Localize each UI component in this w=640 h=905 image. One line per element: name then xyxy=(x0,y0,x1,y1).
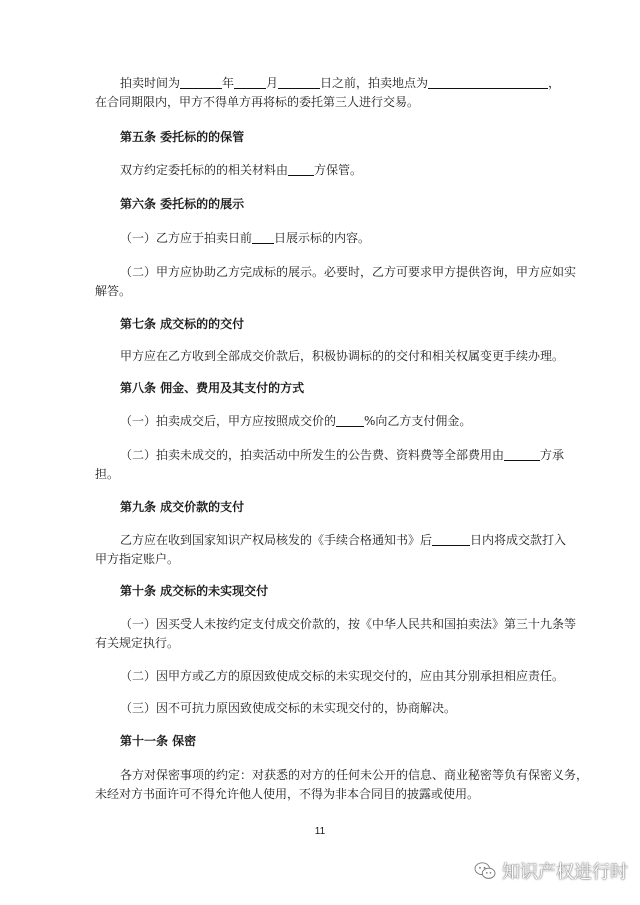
page-number: 11 xyxy=(314,826,326,837)
month-label: 月 xyxy=(266,76,279,90)
article-8-item-2-line-1 xyxy=(120,448,564,462)
year-label: 年 xyxy=(222,76,235,90)
blank-commission-rate xyxy=(336,414,364,427)
article-9-line-1 xyxy=(120,533,566,547)
article-7-body: 甲方应在乙方收到全部成交价款后，积极协调标的的交付和相关权属变更手续办理。 xyxy=(120,349,565,363)
article-10-heading: 第十条 成交标的未实现交付 xyxy=(120,584,269,598)
article-11-line-1: 各方对保密事项的约定：对获悉的对方的任何未公开的信息、商业秘密等负有保密义务， xyxy=(120,768,589,782)
article-10-item-2: （二）因甲方或乙方的原因致使成交标的未实现交付的，应由其分别承担相应责任。 xyxy=(120,669,565,683)
article-8-heading: 第八条 佣金、费用及其支付的方式 xyxy=(120,381,305,395)
article-11-line-2: 未经对方书面许可不得允许他人使用，不得为非本合同目的披露或使用。 xyxy=(95,787,480,801)
article-6-item-1-text-b: 日展示标的内容。 xyxy=(274,231,371,245)
article-5-text-a: 双方约定委托标的的相关材料由 xyxy=(120,163,289,177)
article-10-item-3: （三）因不可抗力原因致使成交标的未实现交付的，协商解决。 xyxy=(120,701,457,715)
auction-place-label: 日之前，拍卖地点为 xyxy=(320,76,429,90)
blank-place xyxy=(428,76,548,89)
article-9-text-a: 乙方应在收到国家知识产权局核发的《手续合格通知书》后 xyxy=(120,533,433,547)
blank-year xyxy=(180,76,222,89)
article-6-heading: 第六条 委托标的的展示 xyxy=(120,197,245,211)
article-8-item-1 xyxy=(120,414,471,428)
article-10-item-1-line-1: （一）因买受人未按约定支付成交价款的，按《中华人民共和国拍卖法》第三十九条等 xyxy=(120,617,577,631)
article-6-item-1-text-a: （一）乙方应于拍卖日前 xyxy=(120,231,253,245)
article-8-item-1-text-b: %向乙方支付佣金。 xyxy=(364,414,472,428)
blank-payment-days xyxy=(432,533,470,546)
auction-restriction-line: 在合同期限内，甲方不得单方再将标的委托第三人进行交易。 xyxy=(95,95,420,109)
auction-time-label: 拍卖时间为 xyxy=(120,76,181,90)
comma: ， xyxy=(548,76,561,90)
article-7-heading: 第七条 成交标的的交付 xyxy=(120,317,245,331)
article-11-heading: 第十一条 保密 xyxy=(120,734,197,748)
article-8-item-2-text-a: （二）拍卖未成交的，拍卖活动中所发生的公告费、资料费等全部费用由 xyxy=(120,448,505,462)
article-9-heading: 第九条 成交价款的支付 xyxy=(120,500,245,514)
article-6-item-1 xyxy=(120,231,370,245)
article-5-text-b: 方保管。 xyxy=(314,163,363,177)
blank-day xyxy=(278,76,320,89)
article-9-line-2: 甲方指定账户。 xyxy=(95,552,180,566)
article-8-item-1-text-a: （一）拍卖成交后，甲方应按照成交价的 xyxy=(120,414,337,428)
wechat-icon xyxy=(474,861,496,881)
blank-display-days xyxy=(252,231,274,244)
watermark-text: 知识产权进行时 xyxy=(502,862,628,883)
watermark xyxy=(474,858,628,884)
article-6-item-2-line-2: 解答。 xyxy=(95,284,132,298)
article-9-text-b: 日内将成交款打入 xyxy=(470,533,567,547)
blank-month xyxy=(234,76,266,89)
auction-time-line xyxy=(120,76,560,90)
article-6-item-2-line-1: （二）甲方应协助乙方完成标的展示。必要时，乙方可要求甲方提供咨询，甲方应如实 xyxy=(120,265,577,279)
article-5-heading: 第五条 委托标的的保管 xyxy=(120,130,245,144)
article-10-item-1-line-2: 有关规定执行。 xyxy=(95,636,180,650)
blank-fee-payer xyxy=(504,448,540,461)
blank-custodian xyxy=(288,163,314,176)
article-8-item-2-line-2: 担。 xyxy=(95,467,120,481)
article-8-item-2-text-b: 方承 xyxy=(540,448,565,462)
article-5-body xyxy=(120,163,362,177)
